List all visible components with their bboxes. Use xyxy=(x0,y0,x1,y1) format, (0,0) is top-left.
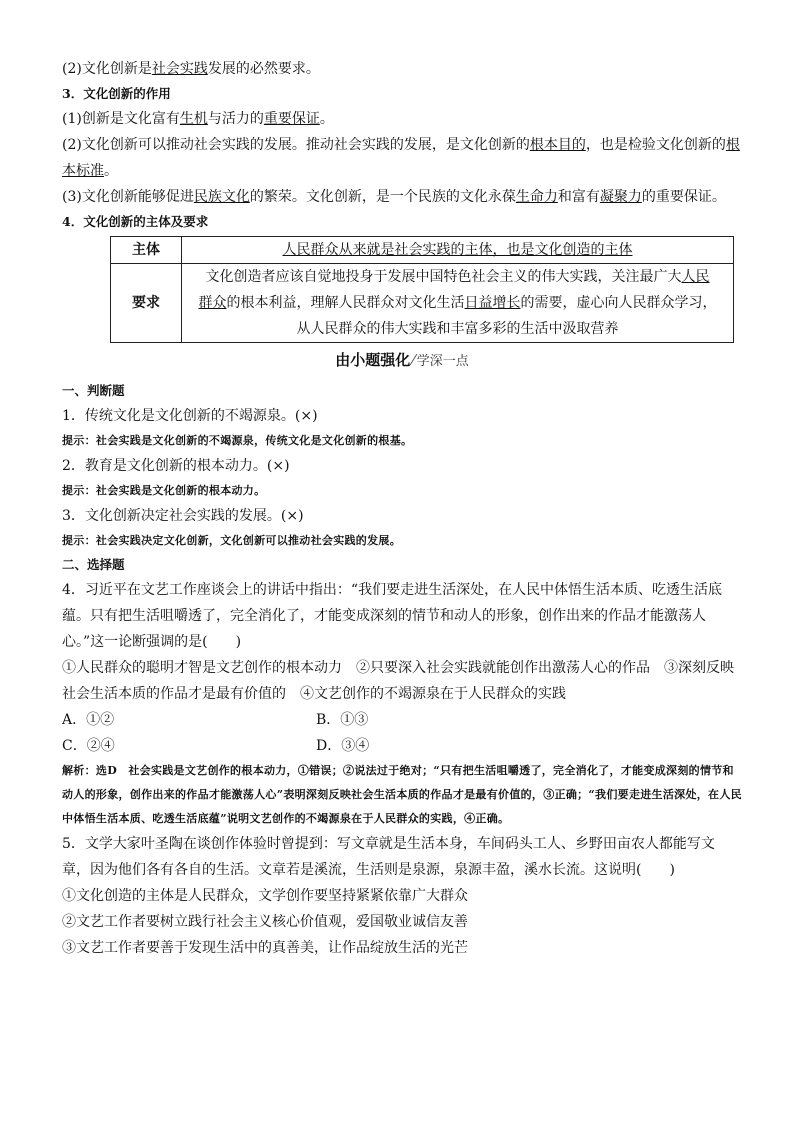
judge-hint-2: 提示：社会实践是文化创新的根本动力。 xyxy=(62,484,266,497)
slash-divider-icon: ⁄ xyxy=(412,351,415,369)
choice-5-item-2: ②文艺工作者要树立践行社会主义核心价值观，爱国敬业诚信友善 xyxy=(62,914,468,930)
option-a: A．①② xyxy=(62,712,115,728)
choice-question-4: 4．习近平在文艺工作座谈会上的讲话中指出：“我们要走进生活深处，在人民中体悟生活本质、吃透生活底蕴。只有把生活咀嚼透了，完全消化了，才能变成深刻的情节和动人的形象，创作出来的作品才能激荡人心。”这一论断强调的是( ) xyxy=(62,582,723,650)
analysis-4: 解析：选D 社会实践是文艺创作的根本动力，①错误；②说法过于绝对；“只有把生活咀嚼透了，完全消化了，才能变成深刻的情节和动人的形象，创作出来的作品才能激荡人心”表明深刻反映社会生活本质的作品才是最有价值的，③正确；“我们要走进生活深处，在人民中体悟生活本质、吃透生活底蕴”说明文艺创作的不竭源泉在于人民群众的实践，④正确。 xyxy=(62,764,742,825)
choice-question-4-items: ①人民群众的聪明才智是文艺创作的根本动力 ②只要深入社会实践就能创作出激荡人心的作品 ③深刻反映社会生活本质的作品才是最有价值的 ④文艺创作的不竭源泉在于人民群众的实践 xyxy=(62,660,734,702)
option-d: D．③④ xyxy=(316,738,370,754)
option-b: B．①③ xyxy=(316,712,369,728)
choice-question-5: 5．文学大家叶圣陶在谈创作体验时曾提到：写文章就是生活本身，车间码头工人、乡野田亩农人都能写文章，因为他们各有各自的生活。文章若是溪流，生活则是泉源，泉源丰盈，溪水长流。这说明( ) xyxy=(62,836,715,878)
subject-requirement-table xyxy=(110,236,734,343)
choice-heading: 二、选择题 xyxy=(62,557,125,572)
table-cell-subject: 人民群众从来就是社会实践的主体，也是文化创造的主体 xyxy=(182,237,734,264)
culture-innovation-requirement: (2)文化创新是社会实践发展的必然要求。 xyxy=(62,61,320,77)
section-heading-subject: 4．文化创新的主体及要求 xyxy=(62,214,209,229)
table-row xyxy=(111,264,734,343)
options-row-2 xyxy=(62,733,742,759)
document-page xyxy=(62,56,742,961)
choice-5-item-1: ①文化创造的主体是人民群众，文学创作要坚持紧紧依靠广大群众 xyxy=(62,888,468,904)
judge-question-2: 2．教育是文化创新的根本动力。(×) xyxy=(62,458,290,474)
option-c: C．②④ xyxy=(62,738,115,754)
judge-hint-1: 提示：社会实践是文化创新的不竭源泉，传统文化是文化创新的根基。 xyxy=(62,434,413,447)
table-row xyxy=(111,237,734,264)
choice-5-item-3: ③文艺工作者要善于发现生活中的真善美，让作品绽放生活的光芒 xyxy=(62,940,468,956)
table-label-subject: 主体 xyxy=(111,237,182,264)
table-label-requirement: 要求 xyxy=(111,264,182,343)
section-banner: 由小题强化 ⁄ 学深一点 xyxy=(335,351,469,369)
role-point-1: (1)创新是文化富有生机与活力的重要保证。 xyxy=(62,111,334,127)
judge-question-3: 3．文化创新决定社会实践的发展。(×) xyxy=(62,508,304,524)
role-point-2: (2)文化创新可以推动社会实践的发展。推动社会实践的发展，是文化创新的根本目的，也是检验文化创新的根本标准。 xyxy=(62,137,740,179)
table-cell-requirement: 文化创造者应该自觉地投身于发展中国特色社会主义的伟大实践，关注最广大人民 群众的根本利益，理解人民群众对文化生活日益增长的需要，虚心向人民群众学习， 从人民群众的伟大实践和丰富多彩的生活中汲取营养 xyxy=(182,264,734,343)
judge-question-1: 1．传统文化是文化创新的不竭源泉。(×) xyxy=(62,408,318,424)
judge-heading: 一、判断题 xyxy=(62,383,125,398)
role-point-3: (3)文化创新能够促进民族文化的繁荣。文化创新，是一个民族的文化永葆生命力和富有凝聚力的重要保证。 xyxy=(62,189,726,205)
options-row-1 xyxy=(62,707,742,733)
section-heading-role: 3．文化创新的作用 xyxy=(62,86,171,101)
judge-hint-3: 提示：社会实践决定文化创新，文化创新可以推动社会实践的发展。 xyxy=(62,534,401,547)
